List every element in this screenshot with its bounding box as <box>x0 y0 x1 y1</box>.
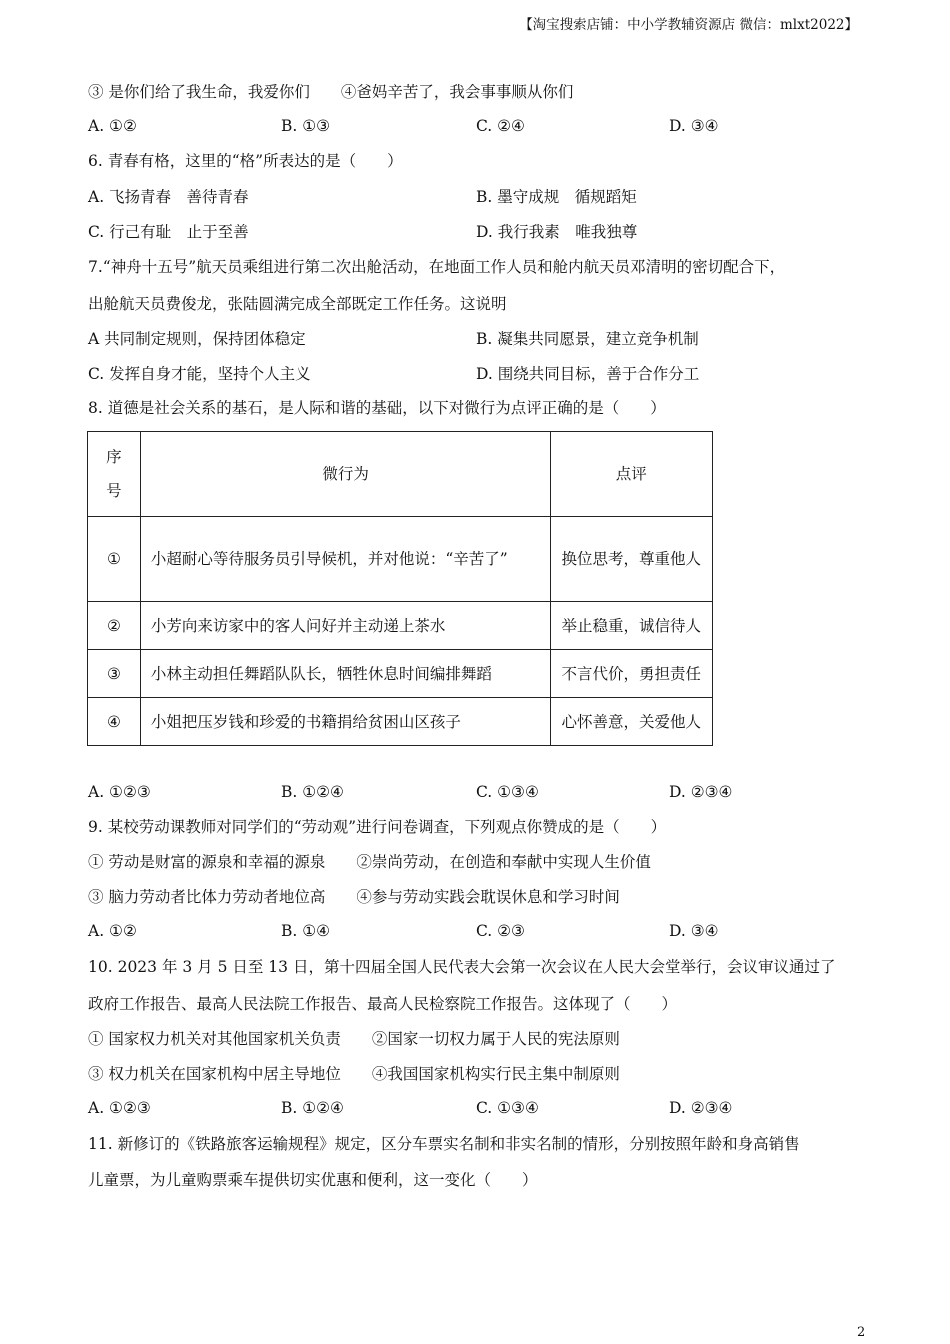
q6-stem: 6. 青春有格，这里的“格”所表达的是（ ） <box>88 152 403 170</box>
q7-option-c: C. 发挥自身才能，坚持个人主义 <box>88 365 311 383</box>
table-cell-index: ① <box>88 517 141 602</box>
table-cell-index: ④ <box>88 698 141 746</box>
q6-option-a: A. 飞扬青春 善待青春 <box>88 188 249 206</box>
table-cell-behavior: 小芳向来访家中的客人问好并主动递上茶水 <box>140 602 551 650</box>
q5-option-d: D. ③④ <box>669 117 719 135</box>
table-cell-comment: 举止稳重，诚信待人 <box>551 602 713 650</box>
q10-items-line2: ③ 权力机关在国家机构中居主导地位 ④我国国家机构实行民主集中制原则 <box>88 1065 620 1083</box>
table-row <box>88 698 713 746</box>
q10-stem-line1: 10. 2023 年 3 月 5 日至 13 日，第十四届全国人民代表大会第一次会议在人民大会堂举行，会议审议通过了 <box>88 958 836 976</box>
q9-option-b: B. ①④ <box>281 922 331 940</box>
q8-option-d: D. ②③④ <box>669 783 733 801</box>
q10-stem-line2: 政府工作报告、最高人民法院工作报告、最高人民检察院工作报告。这体现了（ ） <box>88 995 678 1013</box>
q8-behavior-table <box>87 431 713 746</box>
q6-option-b: B. 墨守成规 循规蹈矩 <box>476 188 637 206</box>
table-header-row <box>88 432 713 517</box>
table-row <box>88 650 713 698</box>
q7-option-b: B. 凝集共同愿景，建立竞争机制 <box>476 330 699 348</box>
q5-items-line: ③ 是你们给了我生命，我爱你们 ④爸妈辛苦了，我会事事顺从你们 <box>88 83 574 101</box>
q9-stem: 9. 某校劳动课教师对同学们的“劳动观”进行问卷调查，下列观点你赞成的是（ ） <box>88 818 667 836</box>
table-cell-comment: 心怀善意，关爱他人 <box>551 698 713 746</box>
q6-option-d: D. 我行我素 唯我独尊 <box>476 223 638 241</box>
table-cell-index: ② <box>88 602 141 650</box>
q10-items-line1: ① 国家权力机关对其他国家机关负责 ②国家一切权力属于人民的宪法原则 <box>88 1030 620 1048</box>
table-cell-comment: 换位思考，尊重他人 <box>551 517 713 602</box>
q10-option-b: B. ①②④ <box>281 1099 344 1117</box>
table-cell-behavior: 小姐把压岁钱和珍爱的书籍捐给贫困山区孩子 <box>140 698 551 746</box>
q10-option-c: C. ①③④ <box>476 1099 539 1117</box>
q11-stem-line1: 11. 新修订的《铁路旅客运输规程》规定，区分车票实名制和非实名制的情形，分别按照年龄和身高销售 <box>88 1135 800 1153</box>
q11-stem-line2: 儿童票，为儿童购票乘车提供切实优惠和便利，这一变化（ ） <box>88 1171 538 1189</box>
q7-stem-line2: 出舱航天员费俊龙，张陆圆满完成全部既定工作任务。这说明 <box>88 295 507 313</box>
q7-option-d: D. 围绕共同目标，善于合作分工 <box>476 365 700 383</box>
table-header-cell: 点评 <box>551 432 713 517</box>
q9-items-line2: ③ 脑力劳动者比体力劳动者地位高 ④参与劳动实践会耽误休息和学习时间 <box>88 888 620 906</box>
table-row <box>88 517 713 602</box>
q9-option-c: C. ②③ <box>476 922 525 940</box>
q10-option-d: D. ②③④ <box>669 1099 733 1117</box>
table-row <box>88 602 713 650</box>
table-header-cell: 序号 <box>88 432 141 517</box>
page-number: 2 <box>857 1325 866 1340</box>
q7-stem-line1: 7.“神舟十五号”航天员乘组进行第二次出舱活动，在地面工作人员和舱内航天员邓清明的密切配合下， <box>88 258 786 276</box>
q8-stem: 8. 道德是社会关系的基石，是人际和谐的基础，以下对微行为点评正确的是（ ） <box>88 399 666 417</box>
table-header-cell: 微行为 <box>140 432 551 517</box>
q5-option-b: B. ①③ <box>281 117 331 135</box>
table-cell-index: ③ <box>88 650 141 698</box>
table-cell-comment: 不言代价，勇担责任 <box>551 650 713 698</box>
q9-option-d: D. ③④ <box>669 922 719 940</box>
q6-option-c: C. 行己有耻 止于至善 <box>88 223 249 241</box>
q8-option-c: C. ①③④ <box>476 783 539 801</box>
table-cell-behavior: 小超耐心等待服务员引导候机，并对他说：“辛苦了” <box>140 517 551 602</box>
q8-option-a: A. ①②③ <box>88 783 151 801</box>
q5-option-a: A. ①② <box>88 117 137 135</box>
table-cell-behavior: 小林主动担任舞蹈队队长，牺牲休息时间编排舞蹈 <box>140 650 551 698</box>
q5-option-c: C. ②④ <box>476 117 525 135</box>
q9-option-a: A. ①② <box>88 922 137 940</box>
q10-option-a: A. ①②③ <box>88 1099 151 1117</box>
page-header-banner: 【淘宝搜索店铺：中小学教辅资源店 微信：mlxt2022】 <box>519 17 858 33</box>
q8-option-b: B. ①②④ <box>281 783 344 801</box>
q9-items-line1: ① 劳动是财富的源泉和幸福的源泉 ②崇尚劳动，在创造和奉献中实现人生价值 <box>88 853 651 871</box>
q7-option-a: A 共同制定规则，保持团体稳定 <box>88 330 306 348</box>
